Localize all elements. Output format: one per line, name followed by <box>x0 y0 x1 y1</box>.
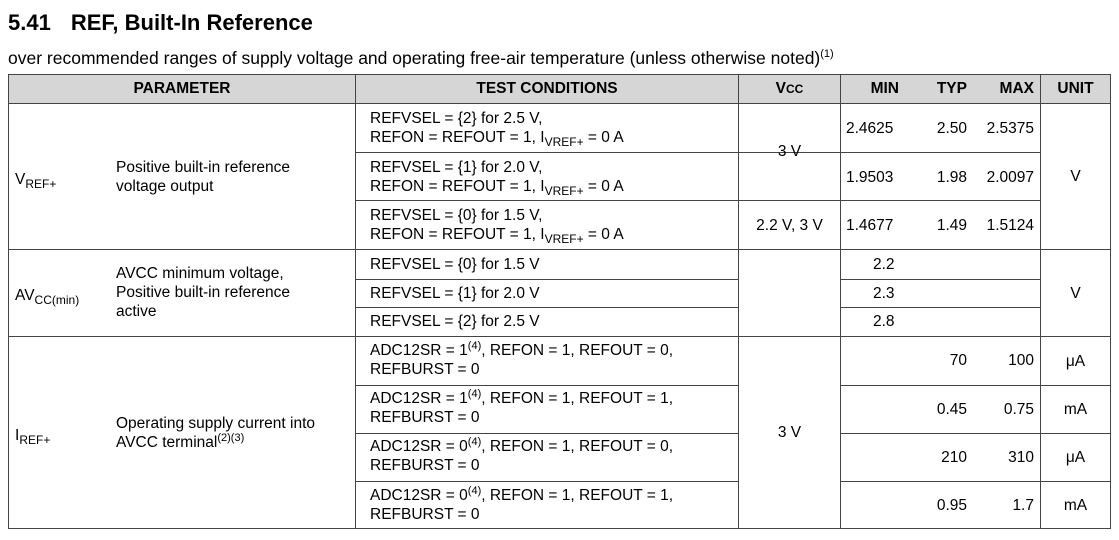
row-divider <box>355 481 739 482</box>
cond-sub: VREF+ <box>544 232 584 247</box>
cond-line <box>370 389 738 408</box>
cond-line: REFVSEL = {0} for 1.5 V, <box>370 207 543 224</box>
header-test-conditions: TEST CONDITIONS <box>476 80 618 97</box>
desc-line: Positive built-in reference <box>116 284 291 301</box>
group-divider <box>9 249 1110 250</box>
cond-line: REFBURST = 0 <box>370 409 480 426</box>
max-value: 1.7 <box>1012 497 1034 514</box>
header-vcc-main: V <box>775 80 786 97</box>
param-desc-vref <box>116 158 290 196</box>
min-value: 2.2 <box>873 256 895 273</box>
typ-value: 2.50 <box>936 120 967 137</box>
cond-footnote: (4) <box>467 387 482 400</box>
symbol-main: I <box>15 427 20 444</box>
spec-table <box>8 74 1111 529</box>
cond-text: REFON = REFOUT = 1, I <box>370 178 545 195</box>
cond-text: , REFON = 1, REFOUT = 1, <box>481 487 674 504</box>
desc-line: active <box>116 303 157 320</box>
cond-line <box>370 225 738 247</box>
test-condition <box>363 109 738 150</box>
desc-line: Positive built-in reference <box>116 159 291 176</box>
unit-value: mA <box>1063 401 1088 418</box>
cond-line: REFVSEL = {1} for 2.0 V, <box>370 159 543 176</box>
cond-footnote: (4) <box>467 435 482 448</box>
max-value: 0.75 <box>1003 401 1034 418</box>
cond-sub: VREF+ <box>544 135 584 150</box>
max-value: 310 <box>1008 449 1034 466</box>
min-value: 1.9503 <box>846 169 894 186</box>
cond-text: = 0 A <box>583 129 624 146</box>
vcc-value: 3 V <box>777 424 802 441</box>
cond-text: ADC12SR = 1 <box>370 342 468 359</box>
cond-line <box>370 437 738 456</box>
cond-footnote: (4) <box>467 339 482 352</box>
min-value: 1.4677 <box>846 217 894 234</box>
desc-footnote: (2)(3) <box>217 431 245 444</box>
typ-value: 1.98 <box>936 169 967 186</box>
test-condition <box>363 341 738 379</box>
cond-text: , REFON = 1, REFOUT = 0, <box>481 438 674 455</box>
cond-line: REFVSEL = {2} for 2.5 V, <box>370 110 543 127</box>
test-condition: REFVSEL = {0} for 1.5 V <box>370 256 540 273</box>
min-value: 2.8 <box>873 313 895 330</box>
symbol-sub: REF+ <box>19 433 51 448</box>
max-value: 2.0097 <box>986 169 1034 186</box>
subtitle-text: over recommended ranges of supply voltage and operating free-air temperature (unless otherwise noted) <box>8 48 821 68</box>
param-symbol-vref <box>15 170 57 192</box>
col-divider <box>840 75 841 528</box>
typ-value: 0.95 <box>936 497 967 514</box>
vcc-value: 2.2 V, 3 V <box>756 216 823 234</box>
row-divider <box>355 385 739 386</box>
param-desc-iref <box>116 414 315 452</box>
cond-text: , REFON = 1, REFOUT = 0, <box>481 342 674 359</box>
param-symbol-iref <box>15 426 51 448</box>
cond-line: REFBURST = 0 <box>370 361 480 378</box>
row-divider <box>355 200 1041 201</box>
typ-value: 70 <box>949 352 967 369</box>
unit-value: V <box>1070 284 1081 302</box>
unit-value: μA <box>1065 352 1086 370</box>
cond-line: REFBURST = 0 <box>370 506 480 523</box>
cond-text: REFON = REFOUT = 1, I <box>370 226 545 243</box>
max-value: 1.5124 <box>986 217 1034 234</box>
subtitle-footnote: (1) <box>820 48 834 61</box>
cond-text: = 0 A <box>583 178 624 195</box>
typ-value: 0.45 <box>936 401 967 418</box>
section-title <box>8 10 313 36</box>
cond-line <box>370 177 738 199</box>
cond-text: , REFON = 1, REFOUT = 1, <box>481 390 674 407</box>
typ-value: 1.49 <box>936 217 967 234</box>
symbol-main: V <box>15 171 26 188</box>
test-condition <box>363 158 738 199</box>
desc-line: voltage output <box>116 178 214 195</box>
cond-text: ADC12SR = 0 <box>370 487 468 504</box>
unit-value: μA <box>1065 449 1086 466</box>
cond-footnote: (4) <box>467 484 482 497</box>
section-title-text: REF, Built-In Reference <box>70 10 313 35</box>
row-divider <box>840 279 1040 280</box>
unit-value: mA <box>1063 496 1088 514</box>
cond-line <box>370 341 738 360</box>
header-typ: TYP <box>936 80 967 97</box>
cond-text: ADC12SR = 1 <box>370 390 468 407</box>
header-vcc: V CC <box>775 80 804 97</box>
vcc-value: 3 V <box>777 143 802 160</box>
max-value: 100 <box>1008 352 1034 369</box>
test-condition <box>363 206 738 247</box>
max-value: 2.5375 <box>986 120 1034 137</box>
desc-line <box>116 433 315 452</box>
symbol-main: AV <box>15 287 35 304</box>
header-min: MIN <box>870 80 899 97</box>
row-divider <box>355 279 739 280</box>
test-condition: REFVSEL = {1} for 2.0 V <box>370 285 540 302</box>
cond-line: REFBURST = 0 <box>370 457 480 474</box>
desc-line: AVCC minimum voltage, <box>116 265 284 282</box>
desc-text: AVCC terminal <box>116 434 218 451</box>
min-value: 2.3 <box>873 285 895 302</box>
cond-sub: VREF+ <box>544 184 584 199</box>
param-desc-avcc <box>116 264 290 321</box>
cond-text: = 0 A <box>583 226 624 243</box>
section-number: 5.41 <box>8 10 51 35</box>
unit-value: V <box>1070 167 1081 185</box>
row-divider <box>355 433 739 434</box>
desc-line: Operating supply current into <box>116 415 316 432</box>
table-subtitle <box>8 48 834 69</box>
cond-text: ADC12SR = 0 <box>370 438 468 455</box>
group-divider <box>9 336 1110 337</box>
test-condition <box>363 389 738 427</box>
row-divider <box>840 152 1040 153</box>
col-divider <box>355 75 356 528</box>
symbol-sub: CC(min) <box>34 293 80 308</box>
cond-line <box>370 486 738 505</box>
min-value: 2.4625 <box>846 120 894 137</box>
row-divider <box>355 307 739 308</box>
param-symbol-avcc <box>15 286 80 308</box>
test-condition <box>363 437 738 475</box>
header-max: MAX <box>999 80 1034 97</box>
test-condition <box>363 486 738 524</box>
row-divider <box>840 307 1040 308</box>
cond-line <box>370 128 738 150</box>
symbol-sub: REF+ <box>25 177 57 192</box>
header-unit: UNIT <box>1057 80 1094 97</box>
cond-text: REFON = REFOUT = 1, I <box>370 129 545 146</box>
typ-value: 210 <box>941 449 967 466</box>
header-parameter: PARAMETER <box>133 80 231 97</box>
test-condition: REFVSEL = {2} for 2.5 V <box>370 313 540 330</box>
